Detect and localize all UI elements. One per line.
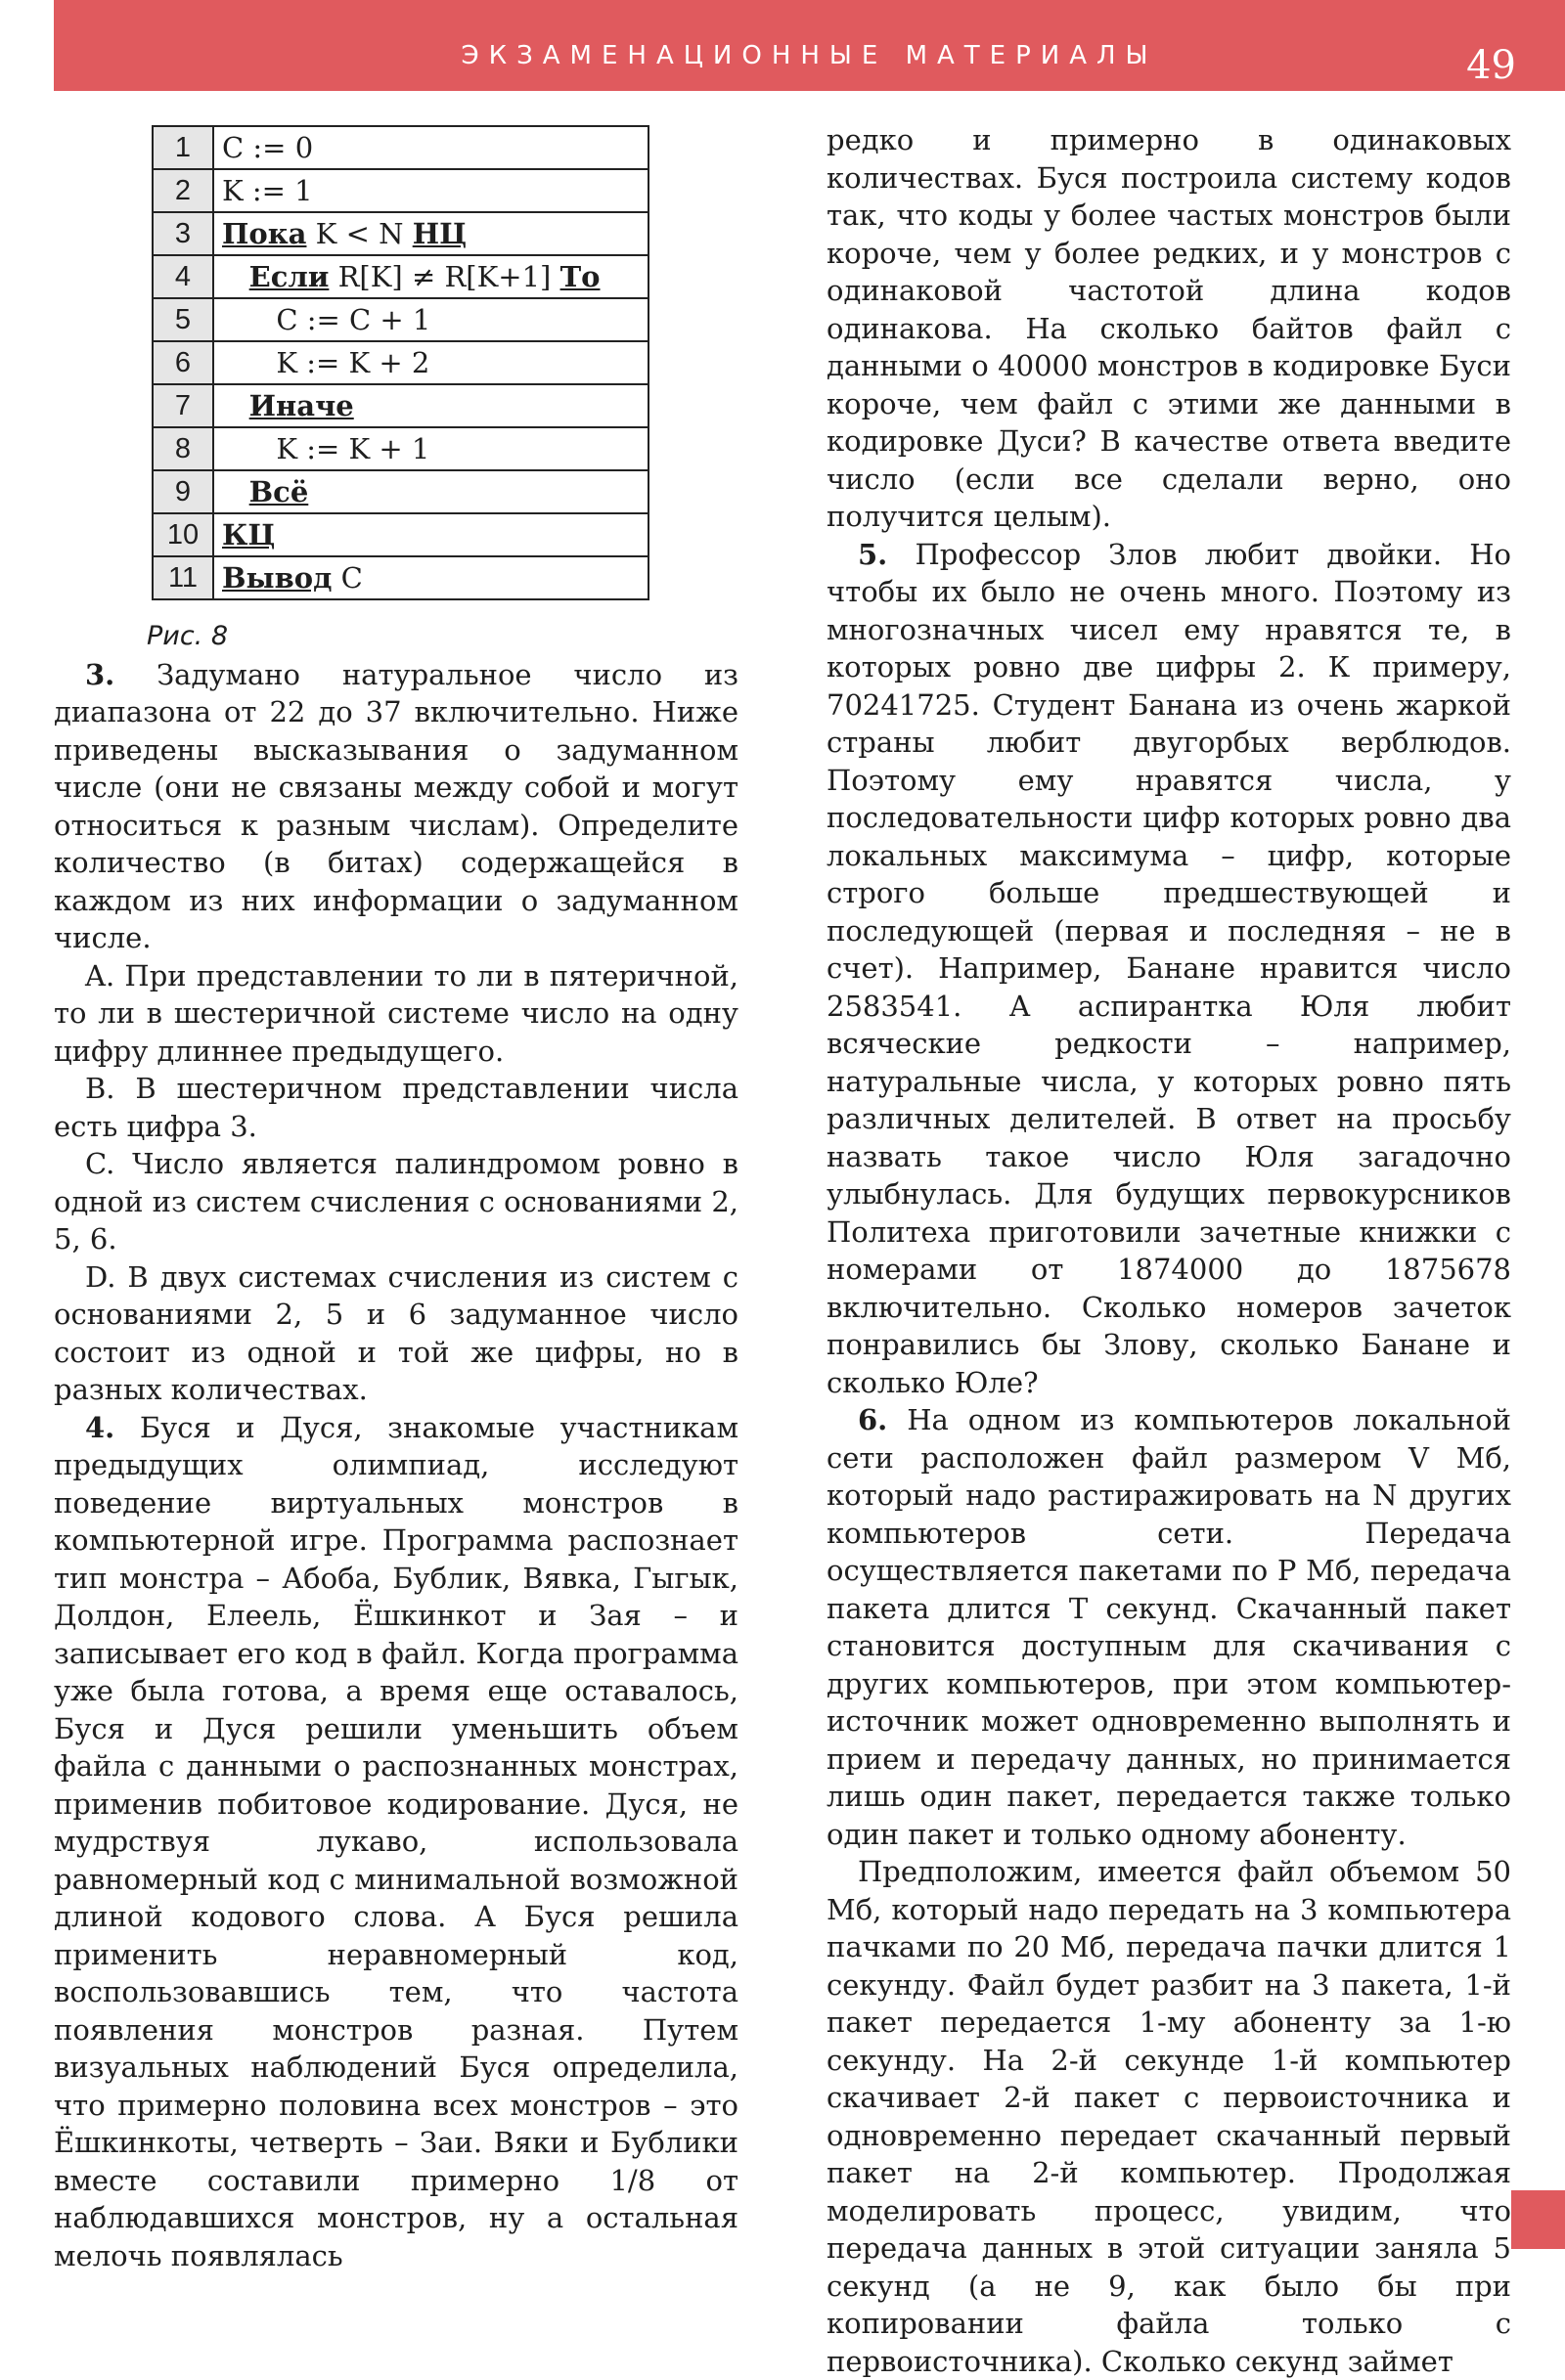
code-keyword: То — [559, 259, 601, 293]
paragraph — [54, 957, 738, 1071]
algorithm-row — [153, 298, 648, 341]
paragraph-text: Предположим, имеется файл объемом 50 Мб, который надо передать на 3 компьютера пачками по 20 Мб, передача пачки длится 1 секунду. Файл будет разбит на 3 пакета, 1-й пакет передается 1-му абоненту за 1-ю секунду. На 2-й секунде 1-й компьютер скачивает 2-й пакет с первоисточника и одновременно передает скачанный первый пакет на 2-й компьютер. Продолжая моделировать процесс, увидим, что передача данных в этой ситуации заняла 5 секунд (а не 9, как было бы при копировании файла только с первоисточника). Сколько секунд займет — [827, 1855, 1511, 2378]
algorithm-row — [153, 513, 648, 556]
problem-number: 5. — [858, 537, 888, 571]
paragraph-text: D. В двух системах счисления из систем с основаниями 2, 5 и 6 задуманное число состоит из одной и той же цифры, но в разных количествах. — [54, 1259, 738, 1406]
corner-mark — [1511, 2190, 1565, 2249]
code-text: K := K + 1 — [276, 431, 430, 465]
algorithm-row — [153, 341, 648, 384]
paragraph — [827, 1853, 1511, 2380]
algorithm-row — [153, 556, 648, 599]
problem-number: 4. — [85, 1410, 115, 1444]
line-number: 5 — [153, 298, 213, 341]
code-indent — [222, 260, 249, 293]
code-keyword: НЦ — [412, 216, 468, 250]
paragraph-text: Задумано натуральное число из диапазона от 22 до 37 включительно. Ниже приведены высказывания о задуманном числе (они не связаны между собой и могут относиться к разным числам). Определите количество (в битах) содержащейся в каждом из них информации о задуманном числе. — [54, 657, 738, 954]
left-column — [54, 117, 738, 2274]
code-indent — [222, 389, 249, 422]
code-line — [213, 255, 648, 298]
code-indent — [222, 432, 276, 465]
code-keyword: Вывод — [222, 560, 333, 595]
algorithm-row — [153, 427, 648, 470]
code-keyword: Пока — [222, 216, 307, 250]
paragraph-text: C. Число является палиндромом ровно в одной из систем счисления с основаниями 2, 5, 6. — [54, 1147, 738, 1256]
figure-caption: Рис. 8 — [147, 621, 229, 651]
line-number: 7 — [153, 384, 213, 427]
code-keyword: Всё — [248, 474, 309, 508]
line-number: 8 — [153, 427, 213, 470]
line-number: 9 — [153, 470, 213, 513]
code-line — [213, 427, 648, 470]
right-column — [827, 121, 1511, 2380]
code-line — [213, 513, 648, 556]
line-number: 3 — [153, 212, 213, 255]
line-number: 11 — [153, 556, 213, 599]
paragraph — [54, 1409, 738, 2275]
page-number: 49 — [1466, 43, 1516, 88]
paragraph — [827, 1401, 1511, 1853]
code-text: C := C + 1 — [276, 302, 431, 336]
right-text — [827, 121, 1511, 2380]
header-title: ЭКЗАМЕНАЦИОННЫЕ МАТЕРИАЛЫ — [461, 41, 1158, 70]
code-line — [213, 298, 648, 341]
code-line — [213, 556, 648, 599]
paragraph — [54, 1258, 738, 1409]
paragraph-text: B. В шестеричном представлении числа есть цифра 3. — [54, 1072, 738, 1143]
left-text — [54, 656, 738, 2275]
code-indent — [222, 475, 249, 508]
line-number: 1 — [153, 126, 213, 169]
paragraph — [827, 536, 1511, 1402]
line-number: 6 — [153, 341, 213, 384]
code-text: K := K + 2 — [276, 345, 430, 379]
line-number: 10 — [153, 513, 213, 556]
algorithm-table — [152, 125, 649, 600]
code-keyword: КЦ — [222, 517, 276, 551]
code-keyword: Иначе — [248, 388, 354, 422]
paragraph-text: A. При представлении то ли в пятеричной, то ли в шестеричной системе число на одну цифру длиннее предыдущего. — [54, 958, 738, 1068]
code-text: C := 0 — [222, 130, 314, 164]
algorithm-row — [153, 255, 648, 298]
paragraph-text: На одном из компьютеров локальной сети расположен файл размером V Мб, который надо растиражировать на N других компьютеров сети. Передача осуществляется пакетами по P Мб, передача пакета длится T секунд. Скачанный пакет становится доступным для скачивания с других компьютеров, при этом компьютер-источник может одновременно выполнять и прием и передачу данных, но принимается лишь один пакет, передается также только один пакет и только одному абоненту. — [827, 1403, 1511, 1851]
paragraph — [827, 121, 1511, 536]
code-line — [213, 470, 648, 513]
paragraph — [54, 1070, 738, 1145]
algorithm-row — [153, 126, 648, 169]
code-text: K < N — [306, 216, 413, 250]
paragraph-text: Профессор Злов любит двойки. Но чтобы их было не очень много. Поэтому из многозначных чисел ему нравятся те, в которых ровно две цифры 2. К примеру, 70241725. Студент Банана из очень жаркой страны любит двугорбых верблюдов. Поэтому ему нравятся числа, у последовательности цифр которых ровно два локальных максимума – цифр, которые строго больше предшествующей и последующей (первая и последняя – не в счет). Например, Банане нравится число 2583541. А аспирантка Юля любит всяческие редкости – например, натуральные числа, у которых ровно пять различных делителей. В ответ на просьбу назвать такое число Юля загадочно улыбнулась. Для будущих первокурсников Политеха приготовили зачетные книжки с номерами от 1874000 до 1875678 включительно. Сколько номеров зачеток понравились бы Злову, сколько Банане и сколько Юле? — [827, 537, 1511, 1399]
algorithm-row — [153, 384, 648, 427]
code-text: R[K] ≠ R[K+1] — [329, 259, 560, 293]
paragraph — [54, 656, 738, 957]
algorithm-row — [153, 470, 648, 513]
code-line — [213, 169, 648, 212]
code-line — [213, 384, 648, 427]
code-keyword: Если — [248, 259, 330, 293]
code-indent — [222, 303, 276, 336]
code-text: K := 1 — [222, 173, 313, 207]
page-header — [54, 0, 1565, 91]
paragraph-text: Буся и Дуся, знакомые участникам предыдущих олимпиад, исследуют поведение виртуальных монстров в компьютерной игре. Программа распознает тип монстра – Абоба, Бублик, Вявка, Гыгык, Долдон, Елеель, Ёшкинкот и Зая – и записывает его код в файл. Когда программа уже была готова, а время еще оставалось, Буся и Дуся решили уменьшить объем файла с данными о распознанных монстрах, применив побитовое кодирование. Дуся, не мудрствуя лукаво, использовала равномерный код с минимальной возможной длиной кодового слова. А Буся решила применить неравномерный код, воспользовавшись тем, что частота появления монстров разная. Путем визуальных наблюдений Буся определила, что примерно половина всех монстров – это Ёшкинкоты, четверть – Заи. Вяки и Бублики вместе составили примерно 1/8 от наблюдавшихся монстров, ну а остальная мелочь появлялась — [54, 1410, 738, 2272]
paragraph — [54, 1145, 738, 1258]
problem-number: 3. — [85, 657, 115, 691]
paragraph-text: редко и примерно в одинаковых количествах. Буся построила систему кодов так, что коды у более частых монстров были короче, чем у более редких, и у монстров с одинаковой частотой длина кодов одинакова. На сколько байтов файл с данными о 40000 монстров в кодировке Буси короче, чем файл с этими же данными в кодировке Дуси? В качестве ответа введите число (если все сделали верно, оно получится целым). — [827, 123, 1511, 533]
code-line — [213, 126, 648, 169]
algorithm-row — [153, 212, 648, 255]
line-number: 2 — [153, 169, 213, 212]
line-number: 4 — [153, 255, 213, 298]
algorithm-row — [153, 169, 648, 212]
code-line — [213, 212, 648, 255]
problem-number: 6. — [858, 1403, 888, 1436]
code-text: C — [332, 560, 363, 595]
code-line — [213, 341, 648, 384]
code-indent — [222, 346, 276, 379]
